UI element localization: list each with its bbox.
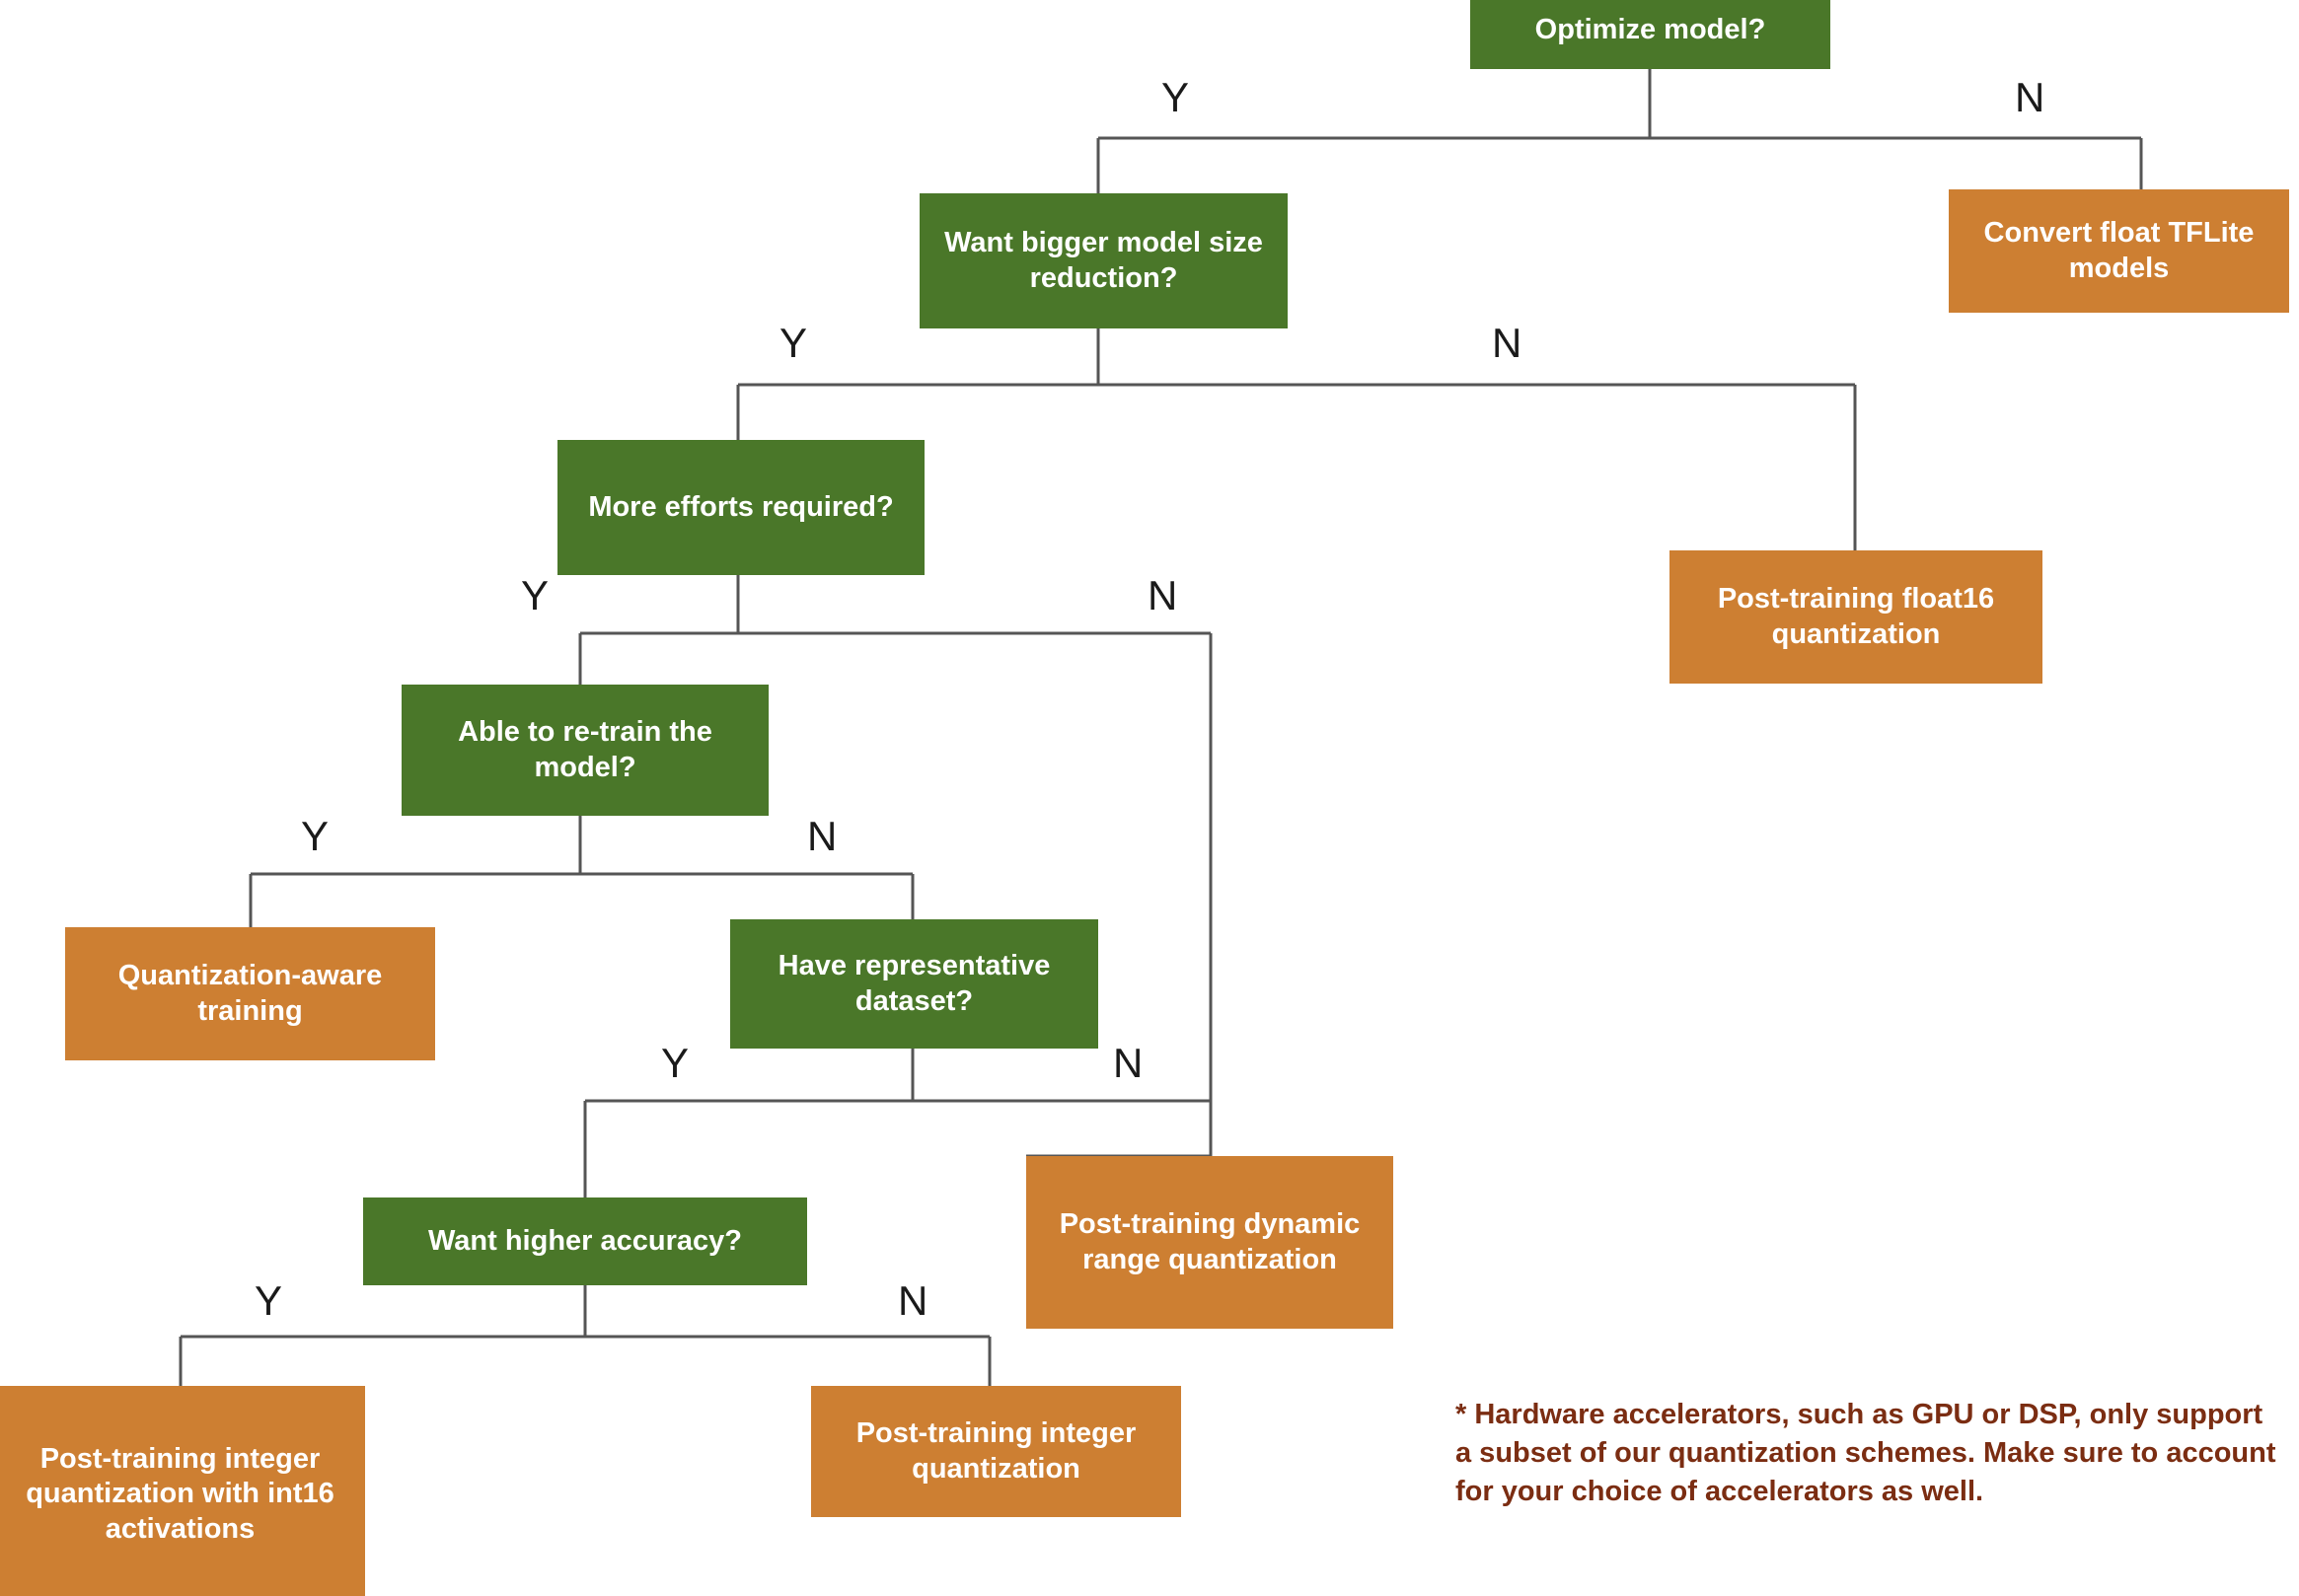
node-able-to-retrain-model[interactable] <box>402 685 769 816</box>
node-post-training-dynamic-range-quantization[interactable] <box>1026 1156 1393 1329</box>
node-quantization-aware-training[interactable] <box>65 927 435 1060</box>
node-have-representative-dataset[interactable] <box>730 919 1098 1049</box>
node-label: Post-training integer quantization with int16 activations <box>26 1442 334 1545</box>
node-label: Want higher accuracy? <box>427 1224 742 1257</box>
node-label: Optimize model? <box>1534 14 1766 46</box>
node-convert-float-tflite[interactable] <box>1949 189 2289 313</box>
node-label: Quantization-aware training <box>117 960 383 1027</box>
node-label: More efforts required? <box>588 490 894 523</box>
edge-label-retrain-yes: Y <box>301 813 330 859</box>
edge-label-retrain-no: N <box>807 813 838 859</box>
node-label: Post-training integer quantization <box>855 1417 1137 1485</box>
edge-label-higher-accuracy-no: N <box>898 1277 928 1324</box>
edge-label-more-efforts-no: N <box>1148 572 1178 618</box>
node-post-training-integer-quantization[interactable] <box>811 1386 1181 1517</box>
edge-label-optimize-yes: Y <box>1161 74 1190 120</box>
node-want-bigger-model-size-reduction[interactable] <box>920 193 1288 328</box>
edge-label-more-efforts-yes: Y <box>521 572 550 618</box>
edge-label-bigger-size-yes: Y <box>779 320 808 366</box>
node-label: Post-training dynamic range quantization <box>1059 1208 1361 1275</box>
edge-label-higher-accuracy-yes: Y <box>255 1277 283 1324</box>
edge-label-optimize-no: N <box>2015 74 2045 120</box>
node-label: Able to re-train the model? <box>458 716 712 783</box>
edge-label-repr-dataset-no: N <box>1113 1040 1144 1086</box>
edge-label-repr-dataset-yes: Y <box>661 1040 690 1086</box>
node-optimize-model[interactable] <box>1470 0 1830 69</box>
node-label: Convert float TFLite models <box>1983 217 2255 284</box>
node-label: Want bigger model size reduction? <box>944 227 1263 294</box>
edge-label-bigger-size-no: N <box>1492 320 1522 366</box>
node-post-training-float16-quantization[interactable] <box>1669 550 2042 684</box>
node-label: Have representative dataset? <box>778 950 1051 1017</box>
node-more-efforts-required[interactable] <box>557 440 925 575</box>
footnote-hardware-accelerators: * Hardware accelerators, such as GPU or DSP, only support a subset of our quantization schemes. Make sure to account for your choice of accelerators as well. <box>1455 1399 2276 1508</box>
node-post-training-integer-quantization-int16[interactable] <box>0 1386 365 1596</box>
node-want-higher-accuracy[interactable] <box>363 1197 807 1285</box>
node-label: Post-training float16 quantization <box>1717 583 1995 650</box>
